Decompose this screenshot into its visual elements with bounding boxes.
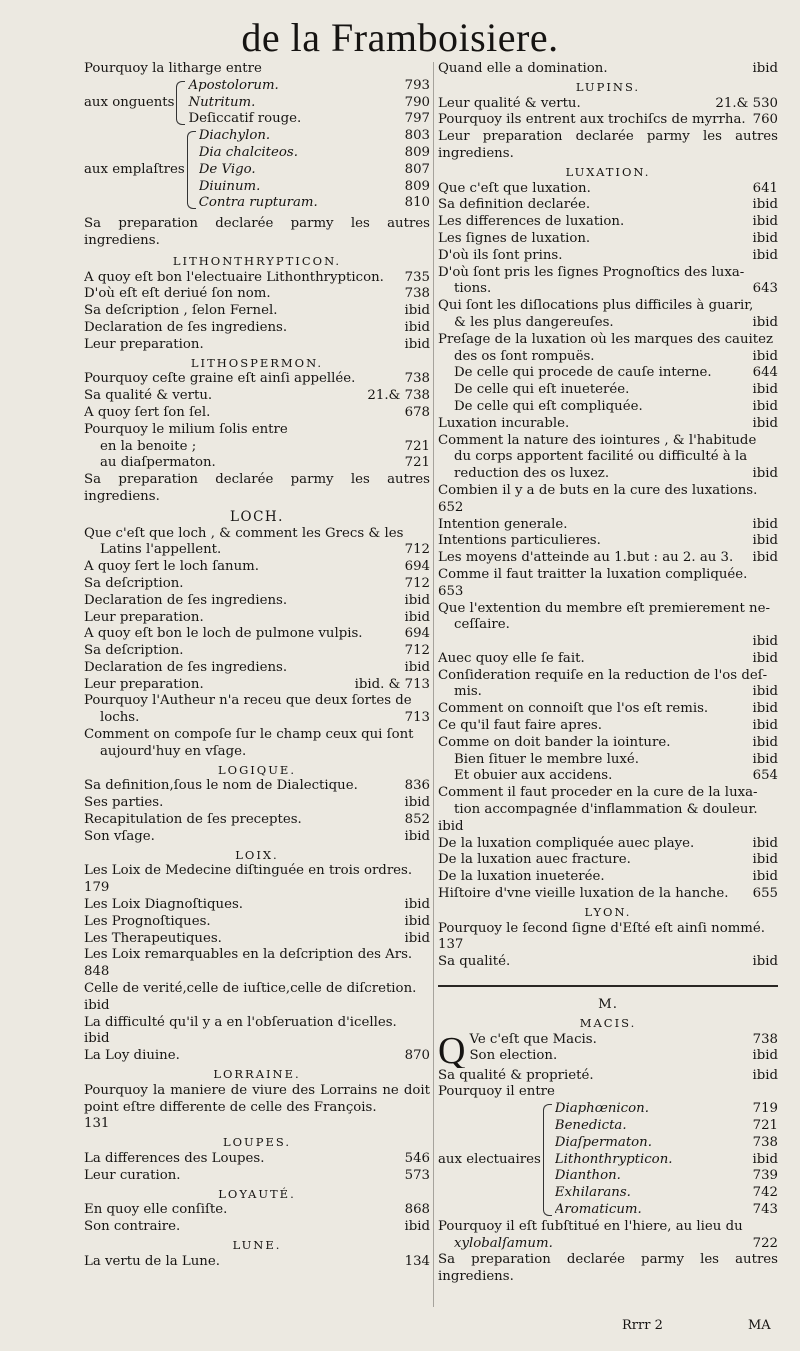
section-heading: LOUPES. <box>222 1135 291 1150</box>
section-heading: LUNE. <box>232 1237 282 1252</box>
section-heading: MACIS. <box>579 1015 637 1030</box>
brace <box>176 81 185 125</box>
list-item: Leur curation. 573 <box>84 1167 430 1183</box>
list-item: tions. 643 <box>454 281 778 297</box>
list-item: D'où ils ſont prins. ibid <box>438 247 778 263</box>
entry-text: Celle de verité,celle de iuſtice,celle de diſcretion. <box>84 981 417 997</box>
list-item: Les Loix Diagnoſtiques. ibid <box>84 897 430 913</box>
entry-text: Comment il faut proceder en la cure de la luxa- <box>438 785 758 801</box>
list-item: A quoy eſt bon l'electuaire Lithonthrypticon. 735 <box>84 269 430 285</box>
list-item: en la benoite ; 721 <box>100 438 430 454</box>
entry-text: Que c'eſt que loch , & comment les Grecs & les <box>84 525 404 541</box>
list-item: Declaration de ſes ingrediens. ibid <box>84 659 430 675</box>
list-item: Les moyens d'atteinde au 1.but : au 2. au 3. ibid <box>438 550 778 566</box>
list-item: Leur preparation. ibid <box>84 336 430 352</box>
list-item: Sa deſcription. 712 <box>84 643 430 659</box>
letter-heading: M. <box>598 997 618 1013</box>
section-heading: LOIX. <box>235 847 279 862</box>
list-item: Les Therapeutiques. ibid <box>84 930 430 946</box>
section-heading: LYON. <box>584 904 632 919</box>
list-item: Sa qualité & vertu. 21.& 738 <box>84 388 430 404</box>
section-heading: LUXATION. <box>565 164 651 179</box>
list-item: Diaſpermaton. 738 <box>554 1134 778 1150</box>
list-item: Son vſage. ibid <box>84 828 430 844</box>
list-item: Hiſtoire d'vne vieille luxation de la hanche. 655 <box>438 886 778 902</box>
page-number: 653 <box>438 583 464 599</box>
list-item: Auec quoy elle ſe fait. ibid <box>438 650 778 666</box>
entry-text: Sa preparation declarée parmy les autres ingrediens. <box>84 216 430 248</box>
list-item: lochs. 713 <box>100 710 430 726</box>
left-column <box>84 61 430 1271</box>
entry-text: Pourquoy le ſecond ſigne d'Eſté eſt ainſi nommé. <box>438 920 766 936</box>
entry-text: aujourd'huy en vſage. <box>100 743 247 759</box>
entry-text: Sa preparation declarée parmy les autres ingrediens. <box>438 1252 778 1285</box>
section-heading: LITHOSPERMON. <box>190 355 324 370</box>
onguents-group <box>84 78 430 128</box>
list-item: Leur qualité & vertu. 21.& 530 <box>438 95 778 111</box>
list-item: A quoy ſert le loch ſanum. 694 <box>84 559 430 575</box>
list-item: Declaration de ſes ingrediens. ibid <box>84 319 430 335</box>
emplastres-group <box>84 128 430 212</box>
entry-text: Pourquoy le milium ſolis entre <box>84 421 288 437</box>
list-item: Apostolorum. 793 <box>188 77 430 93</box>
brace <box>543 1104 552 1216</box>
list-item: au diaſpermaton. 721 <box>100 455 430 471</box>
section-heading: LOYAUTÉ. <box>218 1186 296 1201</box>
entry-text: Leur preparation declarée parmy les autres ingrediens. <box>438 129 778 161</box>
list-item: La differences des Loupes. 546 <box>84 1151 430 1166</box>
list-item: De la luxation compliquée auec playe. ibid <box>438 835 778 851</box>
list-item: Les differences de luxation. ibid <box>438 214 778 230</box>
list-item: Diuinum. 809 <box>198 178 430 194</box>
list-item: En quoy elle conſiſte. 868 <box>84 1202 430 1218</box>
list-item: Sa deſcription , ſelon Fernel. ibid <box>84 303 430 319</box>
list-item: De celle qui procede de cauſe interne. 644 <box>454 365 778 381</box>
drop-cap: Q <box>438 1031 466 1068</box>
right-column <box>438 61 778 1286</box>
electuaires-group <box>438 1101 778 1219</box>
list-item: des os ſont rompuës. ibid <box>454 348 778 364</box>
section-heading: LOGIQUE. <box>218 762 296 777</box>
catchword: MA <box>748 1318 771 1333</box>
section-heading: LITHONTHRYPTICON. <box>172 253 342 268</box>
entry-text: D'où ſont pris les ſignes Prognoſtics des luxa- <box>438 264 745 280</box>
list-item: Les Prognoſtiques. ibid <box>84 913 430 929</box>
list-item: Diaphœnicon. 719 <box>554 1101 778 1117</box>
list-item: Son election. ibid <box>469 1048 778 1064</box>
entry-text: Conſideration requiſe en la reduction de l'os deſ- <box>438 667 768 683</box>
entry-text: La difficulté qu'il y a en l'obſeruation d'icelles. <box>84 1014 397 1030</box>
list-item: De la luxation inueterée. ibid <box>438 869 778 885</box>
entry-text: Preſage de la luxation où les marques des cauitez <box>438 331 773 347</box>
entry-text: Sa preparation declarée parmy les autres ingrediens. <box>84 472 430 504</box>
page-number: ibid <box>84 1031 110 1047</box>
list-item: Que c'eſt que luxation. 641 <box>438 180 778 196</box>
list-item: A quoy ſert ſon ſel. 678 <box>84 404 430 420</box>
group-label: aux onguents <box>84 94 175 110</box>
entry-text: Qui ſont les diſlocations plus difficiles à guarir, <box>438 298 754 314</box>
list-item: Sa definition declarée. ibid <box>438 197 778 213</box>
list-item: De celle qui eſt compliquée. ibid <box>454 398 778 414</box>
list-item: Bien ſituer le membre luxé. ibid <box>454 751 778 767</box>
page-number: ibid <box>438 818 464 834</box>
entry-text: Que l'extention du membre eſt premierement ne- <box>438 600 770 616</box>
entry-text: Pourquoy il entre <box>438 1084 555 1100</box>
list-item: Son contraire. ibid <box>84 1219 430 1235</box>
entry-text: du corps apportent facilité ou difficulté à la <box>454 449 748 465</box>
list-item: Recapitulation de ſes preceptes. 852 <box>84 812 430 828</box>
list-item: mis. ibid <box>454 684 778 700</box>
page-number: 848 <box>84 964 110 980</box>
list-item: Dia chalciteos. 809 <box>198 144 430 160</box>
list-item: Diachylon. 803 <box>198 128 430 144</box>
entry-text: Pourquoy il eſt ſubſtitué en l'hiere, au lieu du <box>438 1218 743 1234</box>
running-header: de la Framboisiere. <box>241 15 559 60</box>
section-divider <box>438 985 778 987</box>
list-item: Intentions particulieres. ibid <box>438 533 778 549</box>
list-item: Sa qualité. ibid <box>438 954 778 970</box>
list-item: Sa deſcription. 712 <box>84 575 430 591</box>
entry-text: Pourquoy la maniere de viure des Lorrains ne doit point eſtre differente de celle des François. <box>84 1082 430 1115</box>
group-label: aux emplaſtres <box>84 161 185 177</box>
list-item: Contra rupturam. 810 <box>198 195 430 211</box>
list-item: De Vigo. 807 <box>198 161 430 177</box>
signature-mark: Rrrr 2 <box>622 1318 663 1333</box>
page-number: 179 <box>84 880 110 896</box>
brace <box>187 131 196 209</box>
list-item: Intention generale. ibid <box>438 516 778 532</box>
list-item: Ses parties. ibid <box>84 795 430 811</box>
list-item: Exhilarans. 742 <box>554 1185 778 1201</box>
list-item: ibid <box>752 634 778 650</box>
entry-text: tion accompagnée d'inflammation & douleur. <box>454 802 758 818</box>
list-item: A quoy eſt bon le loch de pulmone vulpis. 694 <box>84 626 430 642</box>
entry-text: Les Loix de Medecine diſtinguée en trois ordres. <box>84 863 413 879</box>
entry-text: Comme il faut traitter la luxation compliquée. <box>438 566 748 582</box>
entry-text: Comment la nature des iointures , & l'habitude <box>438 432 757 448</box>
list-item: Luxation incurable. ibid <box>438 415 778 431</box>
list-item: De celle qui eſt inueterée. ibid <box>454 382 778 398</box>
entry-text: Combien il y a de buts en la cure des luxations. <box>438 482 758 498</box>
list-item: Lithonthrypticon. ibid <box>554 1151 778 1167</box>
list-item: Deſiccatif rouge. 797 <box>188 111 430 127</box>
list-item: Latins l'appellent. 712 <box>100 542 430 558</box>
list-item: La Loy diuine. 870 <box>84 1048 430 1064</box>
section-heading: LUPINS. <box>575 79 641 94</box>
list-item: Quand elle a domination. ibid <box>438 61 778 76</box>
list-item: D'où eſt eſt deriué ſon nom. 738 <box>84 286 430 302</box>
entry-text: Comment on compoſe ſur le champ ceux qui ſont <box>84 727 414 743</box>
list-item: Sa definition,ſous le nom de Dialectique. 836 <box>84 778 430 794</box>
page-number: 652 <box>438 499 464 515</box>
list-item: La vertu de la Lune. 134 <box>84 1253 430 1269</box>
list-item: Aromaticum. 743 <box>554 1202 778 1217</box>
list-item: Leur preparation. ibid <box>84 609 430 625</box>
entry-litharge: Pourquoy la litharge entre <box>84 61 262 76</box>
group-label: aux electuaires <box>438 1151 541 1167</box>
list-item: Nutritum. 790 <box>188 94 430 110</box>
list-item: Ve c'eſt que Macis. 738 <box>469 1031 778 1047</box>
list-item: Pourquoy ceſte graine eſt ainſi appellée. 738 <box>84 371 430 387</box>
list-item: & les plus dangereuſes. ibid <box>454 314 778 330</box>
list-item: Et obuier aux accidens. 654 <box>454 768 778 784</box>
entry-text: Pourquoy l'Autheur n'a receu que deux ſortes de <box>84 693 412 709</box>
list-item: Sa qualité & proprieté. ibid <box>438 1067 778 1083</box>
list-item: Declaration de ſes ingrediens. ibid <box>84 592 430 608</box>
section-heading: LOCH. <box>230 508 284 525</box>
column-divider <box>433 62 434 1307</box>
list-item: Les ſignes de luxation. ibid <box>438 230 778 246</box>
page-number: 131 <box>84 1116 110 1132</box>
entry-text: ceſſaire. <box>454 617 510 633</box>
page-number: 137 <box>438 937 464 953</box>
list-item: Pourquoy ils entrent aux trochiſcs de myrrha. 760 <box>438 112 778 128</box>
list-item: Comment on connoiſt que l'os eſt remis. ibid <box>438 701 778 717</box>
list-item: xylobalſamum. 722 <box>454 1235 778 1251</box>
section-heading: LORRAINE. <box>213 1067 301 1082</box>
list-item: Dianthon. 739 <box>554 1168 778 1184</box>
list-item: Ce qu'il faut faire apres. ibid <box>438 718 778 734</box>
list-item: reduction des os luxez. ibid <box>454 466 778 482</box>
list-item: Leur preparation. ibid. & 713 <box>84 676 430 692</box>
list-item: Comme on doit bander la iointure. ibid <box>438 734 778 750</box>
entry-text: Les Loix remarquables en la deſcription des Ars. <box>84 947 413 963</box>
list-item: Benedicta. 721 <box>554 1118 778 1134</box>
page-number: ibid <box>84 997 110 1013</box>
list-item: De la luxation auec fracture. ibid <box>438 852 778 868</box>
